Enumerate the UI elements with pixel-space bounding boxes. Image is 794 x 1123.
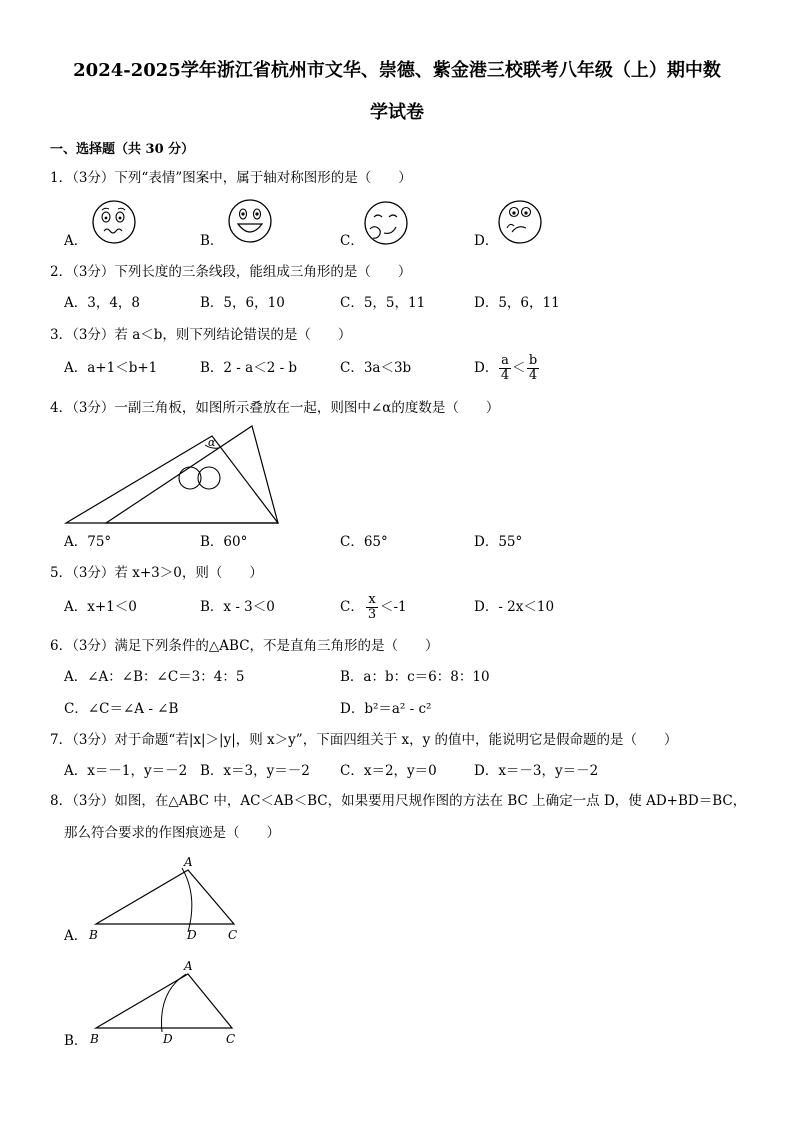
q4-option-c: C．65° xyxy=(340,534,388,550)
q1-option-a: A． xyxy=(64,233,88,249)
q3-option-c: C．3a＜3b xyxy=(340,360,412,376)
q2-option-c: C．5，5，11 xyxy=(340,295,426,311)
q8a-label-b: B xyxy=(89,928,98,942)
q5-option-b: B．x - 3＜0 xyxy=(200,599,275,615)
q1-option-c: C． xyxy=(340,233,364,249)
q7-option-c: C．x＝2，y＝0 xyxy=(340,763,437,779)
q1-option-d: D． xyxy=(474,233,499,249)
q5-option-d: D．- 2x＜10 xyxy=(474,599,555,615)
q8a-label-c: C xyxy=(228,928,238,942)
q2-option-a: A．3，4，8 xyxy=(64,295,141,311)
q8-stem-line2: 那么符合要求的作图痕迹是（ ） xyxy=(64,825,280,841)
q4-option-b: B．60° xyxy=(200,534,248,550)
face-d-icon xyxy=(496,198,544,246)
q5-stem: 5．（3分）若 x+3＞0，则（ ） xyxy=(50,565,263,581)
face-b-icon xyxy=(226,197,274,245)
exam-title-line1: 2024-2025学年浙江省杭州市文华、崇德、紫金港三校联考八年级（上）期中数 xyxy=(73,60,721,81)
q3-d-den-b: 4 xyxy=(528,368,538,383)
q2-option-d: D．5，6，11 xyxy=(474,295,560,311)
q4-option-a: A．75° xyxy=(64,534,112,550)
q8-stem-line1: 8．（3分）如图，在△ABC 中，AC＜AB＜BC，如果要用尺规作图的方法在 BC 上确定一点 D，使 AD+BD＝BC， xyxy=(50,793,747,809)
q8-diagram-a xyxy=(86,852,246,944)
q7-option-b: B．x＝3，y＝－2 xyxy=(200,763,310,779)
q3-d-num-b: b xyxy=(528,353,538,368)
q8a-label-a: A xyxy=(184,855,193,869)
face-a-icon xyxy=(90,198,138,246)
alpha-label: α xyxy=(208,436,216,449)
q2-option-b: B．5，6，10 xyxy=(200,295,285,311)
q5-c-den: 3 xyxy=(367,607,377,622)
q7-option-a: A．x＝－1，y＝－2 xyxy=(64,763,188,779)
q6-option-a: A．∠A：∠B：∠C＝3：4：5 xyxy=(64,669,245,685)
q3-d-fraction-a xyxy=(499,354,511,383)
q4-option-d: D．55° xyxy=(474,534,523,550)
q2-stem: 2．（3分）下列长度的三条线段，能组成三角形的是（ ） xyxy=(50,264,412,280)
q8b-label-b: B xyxy=(90,1032,99,1046)
q3-stem: 3．（3分）若 a＜b，则下列结论错误的是（ ） xyxy=(50,327,352,343)
q3-option-d: D． xyxy=(474,360,499,376)
q8b-label-a: A xyxy=(184,959,193,973)
q6-option-b: B．a：b：c＝6：8：10 xyxy=(340,669,490,685)
q8b-label-c: C xyxy=(226,1032,236,1046)
q5-option-c: C． xyxy=(340,599,364,615)
q8-option-a: A． xyxy=(64,928,88,944)
face-c-icon xyxy=(362,199,410,247)
q8-diagram-b xyxy=(86,956,246,1048)
q8a-label-d: D xyxy=(187,928,197,942)
q1-stem: 1．（3分）下列“表情”图案中，属于轴对称图形的是（ ） xyxy=(50,170,412,186)
q7-option-d: D．x＝－3，y＝－2 xyxy=(474,763,599,779)
q8b-label-d: D xyxy=(163,1032,173,1046)
q5-c-num: x xyxy=(368,592,376,607)
q3-d-num-a: a xyxy=(501,353,509,368)
q3-option-a: A．a+1＜b+1 xyxy=(64,360,158,376)
q3-option-b: B．2 - a＜2 - b xyxy=(200,360,298,376)
q5-c-fraction xyxy=(366,593,378,622)
q5-c-rest: ＜-1 xyxy=(380,599,407,615)
q3-d-den-a: 4 xyxy=(500,368,510,383)
q8-option-b: B． xyxy=(64,1033,88,1049)
q6-option-d: D．b²＝a² - c² xyxy=(340,701,432,717)
q5-option-a: A．x+1＜0 xyxy=(64,599,137,615)
q3-d-fraction-b xyxy=(527,354,539,383)
q3-d-lt: ＜ xyxy=(512,360,526,376)
q1-option-b: B． xyxy=(200,233,224,249)
exam-title-line2: 学试卷 xyxy=(370,102,424,123)
q6-option-c: C．∠C＝∠A - ∠B xyxy=(64,701,179,717)
section-heading: 一、选择题（共 30 分） xyxy=(50,142,195,157)
q7-stem: 7．（3分）对于命题“若|x|＞|y|，则 x＞y”，下面四组关于 x，y 的值中，能说明它是假命题的是（ ） xyxy=(50,732,678,748)
q4-stem: 4．（3分）一副三角板，如图所示叠放在一起，则图中∠α的度数是（ ） xyxy=(50,400,500,416)
triangle-set-diagram xyxy=(62,422,292,528)
q6-stem: 6．（3分）满足下列条件的△ABC，不是直角三角形的是（ ） xyxy=(50,638,439,654)
